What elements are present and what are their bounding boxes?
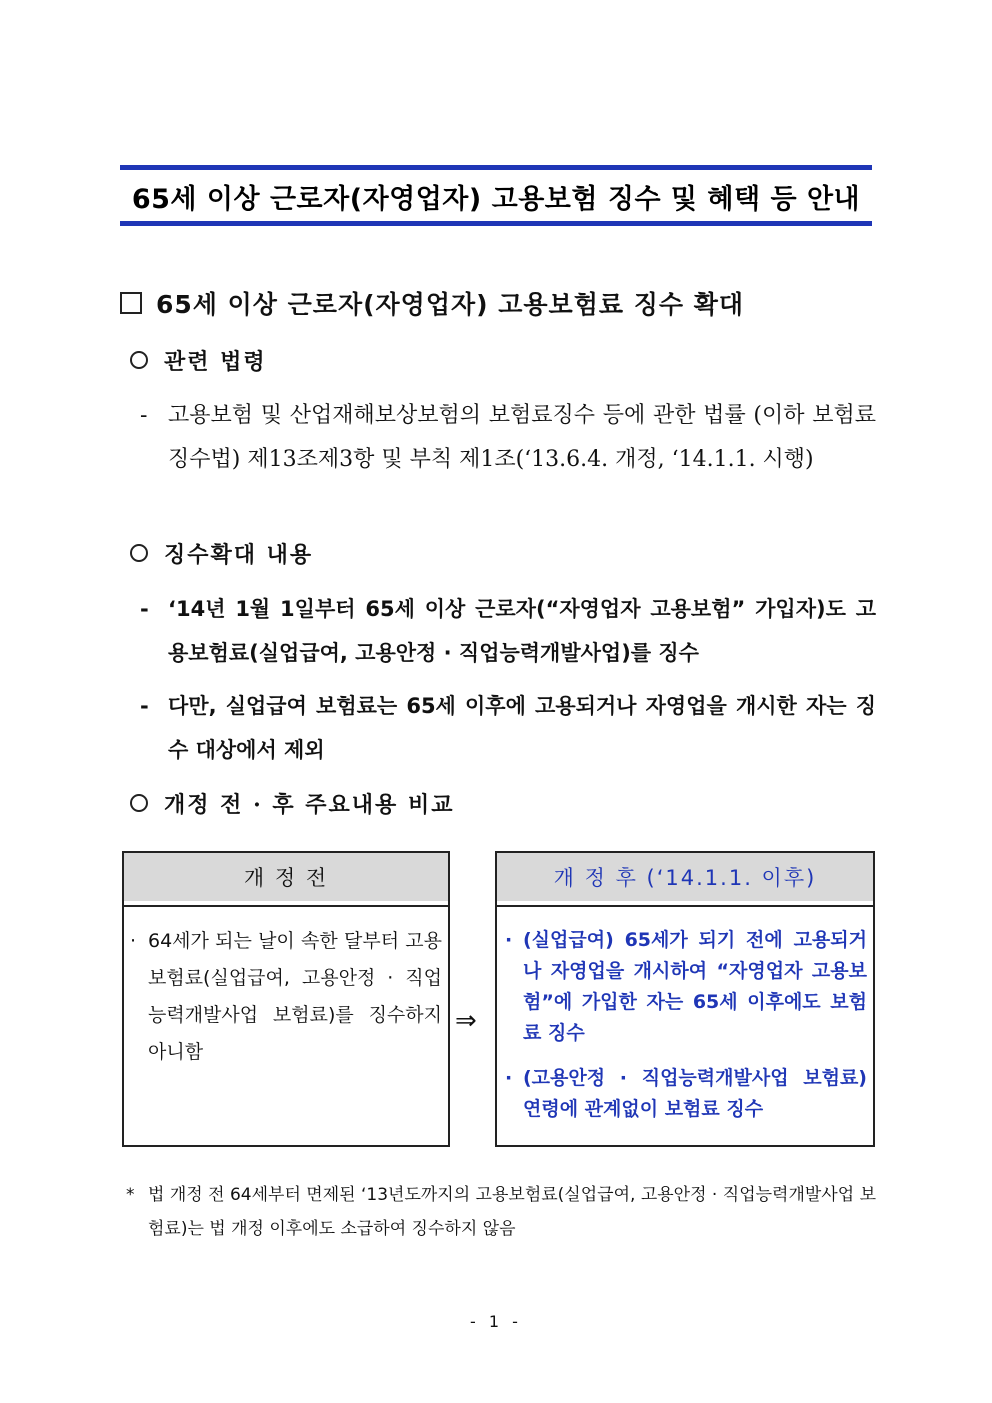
page-number: - 1 - — [470, 1312, 522, 1331]
middot-bullet-icon: · — [130, 930, 137, 952]
footnote-marker: * — [126, 1185, 135, 1205]
list-item — [505, 925, 867, 1049]
subheading-label: 징수확대 내용 — [164, 541, 314, 568]
header-divider — [497, 901, 873, 907]
subheading-expansion — [130, 535, 313, 571]
list-item — [130, 923, 442, 1071]
expansion-item-2 — [140, 684, 876, 772]
dash-bullet-icon: - — [140, 694, 149, 718]
subheading-label: 개정 전 · 후 주요내용 비교 — [164, 791, 455, 818]
expansion-item-2-text: 다만, 실업급여 보험료는 65세 이후에 고용되거나 자영업을 개시한 자는 징수 대상에서 제외 — [168, 694, 876, 762]
before-item-text: 64세가 되는 날이 속한 달부터 고용보험료(실업급여, 고용안정 · 직업능력개발사업 보험료)를 징수하지 아니함 — [148, 930, 442, 1063]
arrow-right-icon: ⇒ — [455, 1006, 477, 1036]
subheading-related-law — [130, 342, 267, 378]
related-law-text: 고용보험 및 산업재해보상보험의 보험료징수 등에 관한 법률 (이하 보험료징수법) 제13조제3항 및 부칙 제1조(‘13.6.4. 개정, ‘14.1.1. 시행) — [168, 403, 876, 472]
footnote-text: 법 개정 전 64세부터 면제된 ‘13년도까지의 고용보험료(실업급여, 고용안정 · 직업능력개발사업 보험료)는 법 개정 이후에도 소급하여 징수하지 않음 — [148, 1185, 876, 1239]
after-item-text: (실업급여) 65세가 되기 전에 고용되거나 자영업을 개시하여 “자영업자 고용보험”에 가입한 자는 65세 이후에도 보험료 징수 — [523, 929, 867, 1044]
dash-bullet-icon: - — [140, 597, 149, 621]
circle-bullet-icon — [130, 794, 148, 812]
header-divider — [124, 901, 448, 907]
circle-bullet-icon — [130, 351, 148, 369]
before-box-header: 개 정 전 — [124, 853, 448, 903]
section-title: 65세 이상 근로자(자영업자) 고용보험료 징수 확대 — [156, 290, 745, 319]
subheading-label: 관련 법령 — [164, 348, 267, 375]
expansion-item-1 — [140, 587, 876, 675]
after-item-text: (고용안정 · 직업능력개발사업 보험료) 연령에 관계없이 보험료 징수 — [523, 1067, 867, 1120]
subheading-comparison — [130, 785, 454, 821]
before-box — [122, 851, 450, 1147]
after-box-header: 개 정 후 (‘14.1.1. 이후) — [497, 853, 873, 903]
title-top-rule — [120, 165, 872, 170]
square-bullet-icon — [120, 292, 142, 314]
related-law-paragraph — [140, 394, 876, 482]
title-banner — [120, 165, 872, 225]
after-box — [495, 851, 875, 1147]
circle-bullet-icon — [130, 544, 148, 562]
list-item — [505, 1063, 867, 1125]
expansion-item-1-text: ‘14년 1월 1일부터 65세 이상 근로자(“자영업자 고용보험” 가입자)도 고용보험료(실업급여, 고용안정 · 직업능력개발사업)를 징수 — [168, 597, 876, 665]
middot-bullet-icon: · — [505, 929, 513, 951]
section-heading — [120, 283, 744, 323]
title-bottom-rule — [120, 221, 872, 226]
after-box-body — [505, 925, 867, 1125]
middot-bullet-icon: · — [505, 1067, 513, 1089]
dash-bullet-icon: - — [140, 403, 148, 428]
before-box-body — [130, 923, 442, 1071]
document-title: 65세 이상 근로자(자영업자) 고용보험 징수 및 혜택 등 안내 — [131, 184, 861, 215]
footnote — [126, 1178, 876, 1246]
